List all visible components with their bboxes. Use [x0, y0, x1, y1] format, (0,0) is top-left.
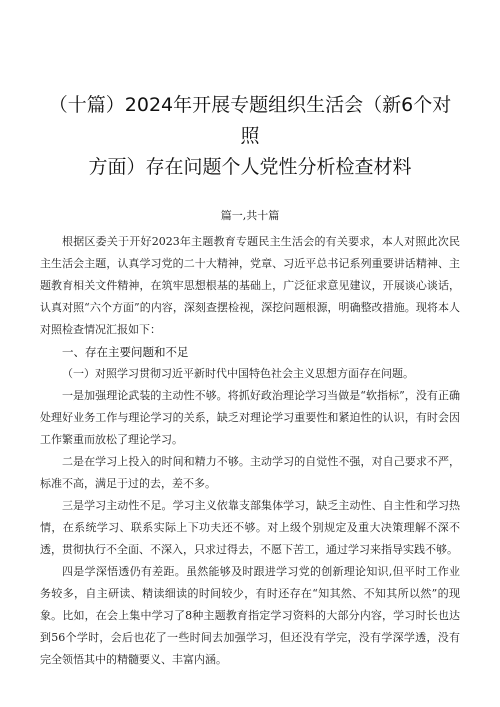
- point-paragraph-2: 二是在学习上投入的时间和精力不够。主动学习的自觉性不强，对自己要求不严，标准不高，满足于过的去，差不多。: [40, 455, 460, 490]
- sub-heading: （一）对照学习贯彻习近平新时代中国特色社会主义思想方面存在问题。: [62, 367, 414, 380]
- section-heading: 一、存在主要问题和不足: [62, 345, 189, 359]
- document-title: [40, 90, 460, 183]
- subtitle: 篇一,共十篇: [220, 209, 280, 222]
- point-paragraph-1: 一是加强理论武装的主动性不够。将抓好政治理论学习当做是“软指标”，没有正确处理好业务工作与理论学习的关系，缺乏对理论学习重要性和紧迫性的认识，有时会因工作繁重而放松了理论学习。: [40, 389, 460, 446]
- point-paragraph-4: 四是学深悟透仍有差距。虽然能够及时跟进学习党的创新理论知识,但平时工作业务较多，自主研读、精读细读的时间较少，有时还存在“知其然、不知其所以然”的现象。比如，在会上集中学习了8种主题教育指定学习资料的大部分内容，学习时长也达到56个学时，会后也花了一些时间去加强学习，但还没有学完，没有学深学透，没有完全领悟其中的精髓要义、丰富内涵。: [40, 565, 460, 666]
- intro-paragraph: 根据区委关于开好2023年主题教育专题民主生活会的有关要求，本人对照此次民主生活会主题，认真学习党的二十大精神，党章、习近平总书记系列重要讲话精神、主题教育相关文件精神，在筑牢思想根基的基础上，广泛征求意见建议，开展谈心谈话，认真对照“六个方面”的内容，深刻查摆检视，深挖问题根源，明确整改措施。现将本人对照检查情况汇报如下：: [40, 235, 460, 336]
- title-line-1: （十篇）2024年开展专题组织生活会（新6个对照: [48, 94, 452, 147]
- point-paragraph-3: 三是学习主动性不足。学习主义依靠支部集体学习，缺乏主动性、自主性和学习热情，在系统学习、联系实际上下功夫还不够。对上级个别规定及重大决策理解不深不透，贯彻执行不全面、不深入，只求过得去，不愿下苦工，通过学习来指导实践不够。: [40, 499, 460, 556]
- title-line-2: 方面）存在问题个人党性分析检查材料: [88, 156, 412, 178]
